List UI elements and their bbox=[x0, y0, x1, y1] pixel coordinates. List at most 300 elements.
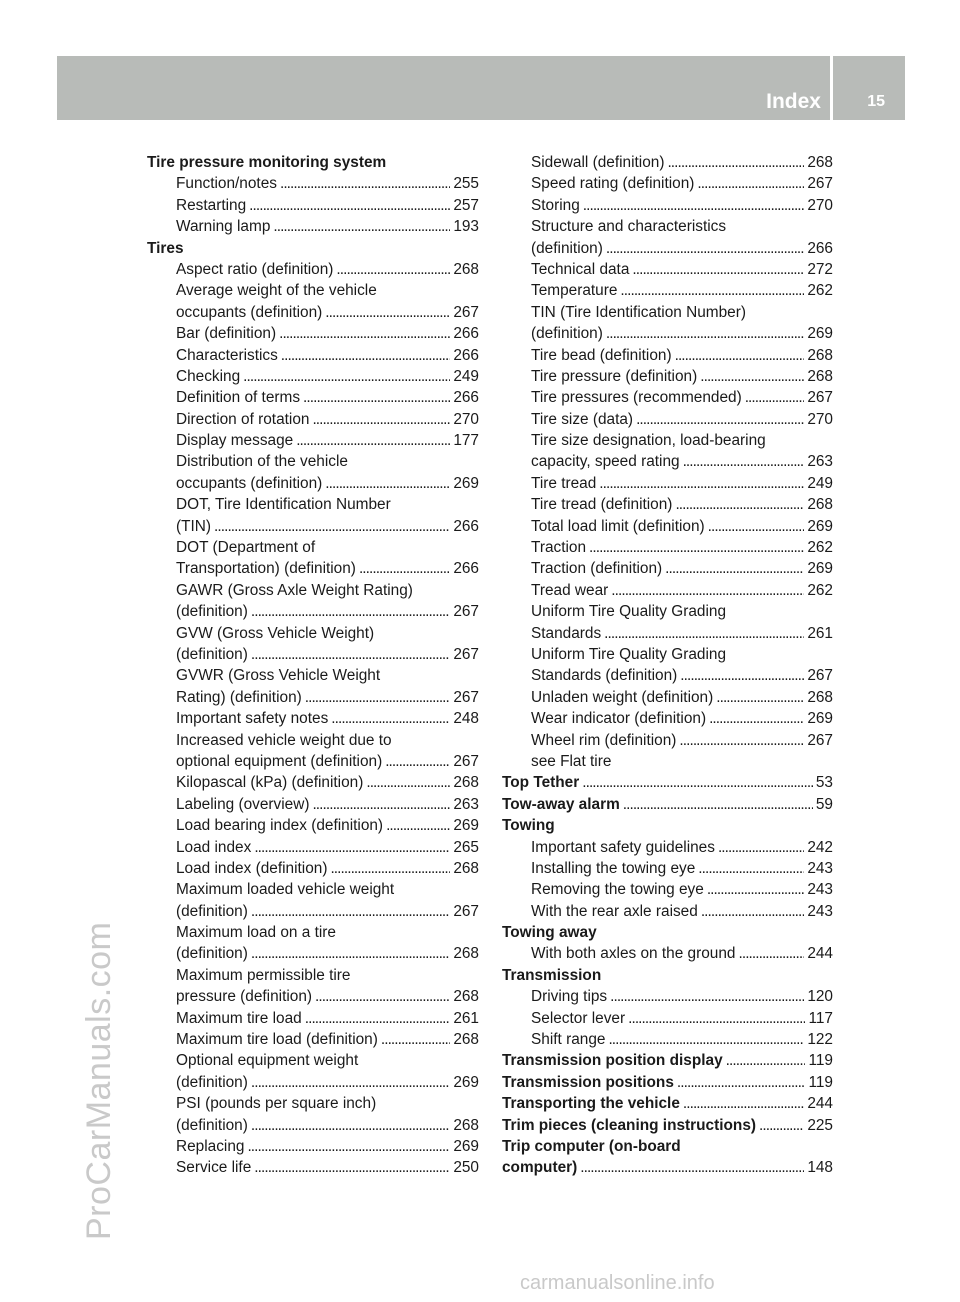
entry-text: Load bearing index (definition) bbox=[176, 817, 384, 835]
entry-text: Maximum load on a tire bbox=[176, 924, 336, 942]
page-ref: 267 bbox=[453, 303, 479, 321]
index-entry bbox=[147, 238, 479, 259]
index-subentry bbox=[147, 965, 479, 986]
page-ref: 177 bbox=[453, 432, 479, 450]
index-subentry bbox=[147, 901, 479, 922]
leader-dots bbox=[628, 1008, 805, 1029]
entry-text: GAWR (Gross Axle Weight Rating) bbox=[176, 581, 413, 599]
entry-text: Trim pieces (cleaning instructions) bbox=[502, 1116, 757, 1134]
entry-text: Rating) (definition) bbox=[176, 688, 302, 706]
page-ref: 269 bbox=[453, 1073, 479, 1091]
entry-text: Important safety guidelines bbox=[531, 838, 715, 856]
entry-text: Characteristics bbox=[176, 346, 278, 364]
leader-dots bbox=[330, 858, 450, 879]
entry-text: occupants (definition) bbox=[176, 303, 323, 321]
index-subentry bbox=[502, 601, 833, 622]
index-subentry bbox=[502, 1008, 833, 1029]
entry-text: Selector lever bbox=[531, 1009, 626, 1027]
page-ref: 269 bbox=[807, 560, 833, 578]
leader-dots bbox=[251, 601, 450, 622]
page-ref: 268 bbox=[453, 945, 479, 963]
leader-dots bbox=[698, 858, 804, 879]
entry-text: (definition) bbox=[176, 1073, 248, 1091]
leader-dots bbox=[583, 195, 805, 216]
page-ref: 59 bbox=[815, 795, 833, 813]
index-subentry bbox=[147, 1008, 479, 1029]
entry-text: Towing bbox=[502, 817, 555, 835]
entry-text: Aspect ratio (definition) bbox=[176, 260, 334, 278]
index-subentry bbox=[502, 152, 833, 173]
leader-dots bbox=[279, 323, 450, 344]
index-subentry bbox=[147, 537, 479, 558]
page-ref: 262 bbox=[807, 282, 833, 300]
index-subentry bbox=[502, 238, 833, 259]
leader-dots bbox=[665, 558, 804, 579]
index-subentry bbox=[502, 687, 833, 708]
index-subentry bbox=[147, 687, 479, 708]
page-ref: 268 bbox=[453, 859, 479, 877]
index-subentry bbox=[147, 195, 479, 216]
index-subentry bbox=[147, 730, 479, 751]
entry-text: Removing the towing eye bbox=[531, 881, 704, 899]
page-ref: 265 bbox=[453, 838, 479, 856]
leader-dots bbox=[701, 901, 805, 922]
entry-text: Towing away bbox=[502, 924, 597, 942]
entry-text: Load index (definition) bbox=[176, 859, 328, 877]
index-subentry bbox=[147, 794, 479, 815]
entry-text: TIN (Tire Identification Number) bbox=[531, 303, 746, 321]
entry-text: Direction of rotation bbox=[176, 410, 310, 428]
index-subentry bbox=[502, 216, 833, 237]
index-subentry bbox=[147, 879, 479, 900]
leader-dots bbox=[336, 259, 450, 280]
leader-dots bbox=[679, 730, 804, 751]
entry-text: Wear indicator (definition) bbox=[531, 710, 707, 728]
index-subentry bbox=[147, 772, 479, 793]
leader-dots bbox=[249, 195, 450, 216]
index-subentry bbox=[502, 280, 833, 301]
leader-dots bbox=[296, 430, 450, 451]
entry-text: Transmission positions bbox=[502, 1073, 674, 1091]
page-ref: 270 bbox=[453, 410, 479, 428]
page-ref: 249 bbox=[453, 367, 479, 385]
index-subentry bbox=[502, 259, 833, 280]
page-ref: 267 bbox=[807, 175, 833, 193]
page-ref: 266 bbox=[453, 389, 479, 407]
leader-dots bbox=[281, 345, 451, 366]
page-ref: 270 bbox=[807, 196, 833, 214]
page-ref: 266 bbox=[453, 346, 479, 364]
index-subentry bbox=[502, 558, 833, 579]
entry-text: Transmission position display bbox=[502, 1052, 723, 1070]
leader-dots bbox=[315, 986, 450, 1007]
page-ref: 267 bbox=[453, 902, 479, 920]
page-ref: 268 bbox=[807, 367, 833, 385]
leader-dots bbox=[620, 280, 804, 301]
page-ref: 243 bbox=[807, 902, 833, 920]
page-ref: 269 bbox=[807, 517, 833, 535]
index-column-right bbox=[502, 152, 833, 1179]
index-subentry bbox=[147, 216, 479, 237]
leader-dots bbox=[700, 366, 804, 387]
entry-text: (definition) bbox=[176, 1116, 248, 1134]
index-subentry bbox=[502, 409, 833, 430]
index-entry bbox=[502, 794, 833, 815]
index-subentry bbox=[147, 751, 479, 772]
entry-text: Shift range bbox=[531, 1031, 606, 1049]
leader-dots bbox=[680, 665, 804, 686]
leader-dots bbox=[381, 1029, 450, 1050]
leader-dots bbox=[632, 259, 804, 280]
leader-dots bbox=[280, 173, 450, 194]
entry-text: Tire bead (definition) bbox=[531, 346, 672, 364]
index-subentry bbox=[147, 708, 479, 729]
leader-dots bbox=[359, 558, 450, 579]
header-divider bbox=[830, 56, 833, 120]
index-subentry bbox=[502, 537, 833, 558]
entry-text: Transporting the vehicle bbox=[502, 1095, 680, 1113]
page-ref: 267 bbox=[453, 603, 479, 621]
index-subentry bbox=[502, 195, 833, 216]
index-subentry bbox=[147, 451, 479, 472]
leader-dots bbox=[606, 238, 804, 259]
leader-dots bbox=[726, 1050, 806, 1071]
leader-dots bbox=[610, 986, 804, 1007]
leader-dots bbox=[675, 345, 805, 366]
page-ref: 262 bbox=[807, 581, 833, 599]
entry-text: Warning lamp bbox=[176, 218, 271, 236]
entry-text: Temperature bbox=[531, 282, 618, 300]
leader-dots bbox=[251, 901, 450, 922]
leader-dots bbox=[606, 323, 804, 344]
page-ref: 268 bbox=[807, 346, 833, 364]
entry-text: (definition) bbox=[176, 603, 248, 621]
index-subentry bbox=[502, 665, 833, 686]
entry-text: Restarting bbox=[176, 196, 247, 214]
entry-text: Tire tread (definition) bbox=[531, 496, 673, 514]
entry-text: Uniform Tire Quality Grading bbox=[531, 603, 727, 621]
entry-text: Optional equipment weight bbox=[176, 1052, 359, 1070]
page-ref: 257 bbox=[453, 196, 479, 214]
entry-text: pressure (definition) bbox=[176, 988, 313, 1006]
page-ref: 268 bbox=[807, 154, 833, 171]
entry-text: Kilopascal (kPa) (definition) bbox=[176, 774, 364, 792]
leader-dots bbox=[589, 537, 804, 558]
leader-dots bbox=[683, 1093, 804, 1114]
leader-dots bbox=[312, 409, 450, 430]
leader-dots bbox=[305, 1008, 451, 1029]
entry-text: With the rear axle raised bbox=[531, 902, 698, 920]
leader-dots bbox=[254, 837, 450, 858]
index-subentry bbox=[502, 623, 833, 644]
index-subentry bbox=[147, 430, 479, 451]
index-subentry bbox=[502, 323, 833, 344]
entry-text: Wheel rim (definition) bbox=[531, 731, 677, 749]
index-subentry bbox=[147, 1136, 479, 1157]
entry-text: occupants (definition) bbox=[176, 474, 323, 492]
index-subentry bbox=[502, 730, 833, 751]
index-subentry bbox=[502, 837, 833, 858]
page-ref: 243 bbox=[807, 859, 833, 877]
leader-dots bbox=[683, 451, 805, 472]
index-subentry bbox=[147, 558, 479, 579]
leader-dots bbox=[247, 1136, 450, 1157]
index-subentry bbox=[502, 580, 833, 601]
index-subentry bbox=[147, 943, 479, 964]
entry-text: Tow-away alarm bbox=[502, 795, 620, 813]
entry-text: Tire tread bbox=[531, 474, 597, 492]
leader-dots bbox=[623, 794, 813, 815]
leader-dots bbox=[608, 1029, 804, 1050]
index-subentry bbox=[147, 922, 479, 943]
index-subentry bbox=[147, 516, 479, 537]
page-ref: 269 bbox=[807, 325, 833, 343]
index-entry bbox=[502, 1072, 833, 1093]
index-subentry bbox=[502, 430, 833, 451]
leader-dots bbox=[325, 473, 450, 494]
leader-dots bbox=[305, 687, 451, 708]
page-ref: 148 bbox=[807, 1159, 833, 1177]
page-ref: 261 bbox=[807, 624, 833, 642]
index-subentry bbox=[147, 1029, 479, 1050]
leader-dots bbox=[636, 409, 804, 430]
page-ref: 262 bbox=[807, 539, 833, 557]
page-ref: 242 bbox=[807, 838, 833, 856]
index-subentry bbox=[147, 345, 479, 366]
page-ref: 268 bbox=[453, 1031, 479, 1049]
page-ref: 117 bbox=[808, 1009, 833, 1027]
entry-text: Tire size (data) bbox=[531, 410, 634, 428]
entry-text: Structure and characteristics bbox=[531, 218, 727, 236]
page-ref: 269 bbox=[453, 817, 479, 835]
page-ref: 268 bbox=[453, 988, 479, 1006]
page-ref: 263 bbox=[453, 795, 479, 813]
index-subentry bbox=[147, 302, 479, 323]
index-subentry bbox=[502, 708, 833, 729]
index-subentry bbox=[147, 815, 479, 836]
index-subentry bbox=[147, 473, 479, 494]
page-ref: 268 bbox=[453, 260, 479, 278]
entry-text: Maximum loaded vehicle weight bbox=[176, 881, 395, 899]
page-ref: 269 bbox=[453, 474, 479, 492]
entry-text: Traction (definition) bbox=[531, 560, 663, 578]
page-ref: 243 bbox=[807, 881, 833, 899]
page-ref: 248 bbox=[453, 710, 479, 728]
index-subentry bbox=[502, 879, 833, 900]
page-ref: 263 bbox=[807, 453, 833, 471]
index-subentry bbox=[147, 665, 479, 686]
entry-text: Maximum tire load bbox=[176, 1009, 302, 1027]
page-number: 15 bbox=[867, 93, 885, 110]
page-ref: 266 bbox=[453, 560, 479, 578]
entry-text: Transmission bbox=[502, 966, 602, 984]
entry-text: (definition) bbox=[531, 325, 603, 343]
page-ref: 261 bbox=[453, 1009, 479, 1027]
page-ref: 272 bbox=[807, 260, 833, 278]
leader-dots bbox=[709, 708, 804, 729]
entry-text: Standards (definition) bbox=[531, 667, 678, 685]
index-subentry bbox=[502, 451, 833, 472]
entry-text: Distribution of the vehicle bbox=[176, 453, 348, 471]
entry-text: Tire pressure monitoring system bbox=[147, 154, 387, 171]
leader-dots bbox=[303, 387, 450, 408]
index-subentry bbox=[502, 858, 833, 879]
page-ref: 120 bbox=[807, 988, 833, 1006]
index-subentry bbox=[502, 644, 833, 665]
leader-dots bbox=[611, 580, 804, 601]
entry-text: Total load limit (definition) bbox=[531, 517, 705, 535]
index-entry bbox=[147, 152, 479, 173]
entry-text: Transportation) (definition) bbox=[176, 560, 356, 578]
entry-text: Labeling (overview) bbox=[176, 795, 310, 813]
page-ref: 53 bbox=[815, 774, 833, 792]
entry-text: Uniform Tire Quality Grading bbox=[531, 645, 727, 663]
leader-dots bbox=[759, 1115, 804, 1136]
page-ref: 244 bbox=[807, 945, 833, 963]
leader-dots bbox=[580, 1157, 804, 1178]
leader-dots bbox=[708, 516, 805, 537]
entry-text: With both axles on the ground bbox=[531, 945, 736, 963]
index-subentry bbox=[147, 1115, 479, 1136]
leader-dots bbox=[386, 815, 450, 836]
page-ref: 266 bbox=[453, 517, 479, 535]
index-subentry bbox=[502, 473, 833, 494]
leader-dots bbox=[325, 302, 450, 323]
leader-dots bbox=[675, 494, 804, 515]
page-ref: 266 bbox=[807, 239, 833, 257]
index-subentry bbox=[502, 366, 833, 387]
leader-dots bbox=[718, 837, 804, 858]
leader-dots bbox=[667, 152, 804, 173]
page-ref: 250 bbox=[453, 1159, 479, 1177]
leader-dots bbox=[707, 879, 804, 900]
entry-text: Tire pressure (definition) bbox=[531, 367, 698, 385]
index-subentry bbox=[147, 494, 479, 515]
leader-dots bbox=[385, 751, 450, 772]
index-subentry bbox=[502, 986, 833, 1007]
leader-dots bbox=[697, 173, 804, 194]
entry-text: Tread wear bbox=[531, 581, 609, 599]
index-subentry bbox=[147, 644, 479, 665]
leader-dots bbox=[366, 772, 450, 793]
entry-text: PSI (pounds per square inch) bbox=[176, 1095, 377, 1113]
page-ref: 267 bbox=[807, 389, 833, 407]
index-subentry bbox=[502, 173, 833, 194]
leader-dots bbox=[599, 473, 804, 494]
index-subentry bbox=[147, 1050, 479, 1071]
index-subentry bbox=[147, 858, 479, 879]
index-subentry bbox=[147, 259, 479, 280]
leader-dots bbox=[273, 216, 450, 237]
index-column-left bbox=[147, 152, 479, 1179]
entry-text: GVW (Gross Vehicle Weight) bbox=[176, 624, 375, 642]
index-entry bbox=[502, 815, 833, 836]
page-ref: 267 bbox=[453, 688, 479, 706]
leader-dots bbox=[604, 623, 804, 644]
index-subentry bbox=[502, 345, 833, 366]
index-subentry bbox=[147, 323, 479, 344]
entry-text: Installing the towing eye bbox=[531, 859, 696, 877]
entry-text: Technical data bbox=[531, 260, 630, 278]
entry-text: Tire pressures (recommended) bbox=[531, 389, 742, 407]
page-ref: 267 bbox=[453, 645, 479, 663]
entry-text: Definition of terms bbox=[176, 389, 301, 407]
index-entry bbox=[502, 1136, 833, 1157]
leader-dots bbox=[251, 943, 450, 964]
index-entry bbox=[502, 1050, 833, 1071]
entry-text: optional equipment (definition) bbox=[176, 752, 383, 770]
entry-text: Standards bbox=[531, 624, 602, 642]
index-entry bbox=[502, 1157, 833, 1178]
leader-dots bbox=[331, 708, 450, 729]
entry-text: Storing bbox=[531, 196, 580, 214]
entry-text: Sidewall (definition) bbox=[531, 154, 665, 171]
leader-dots bbox=[251, 644, 450, 665]
page-ref: 255 bbox=[453, 175, 479, 193]
index-subentry bbox=[147, 1157, 479, 1178]
entry-text: Speed rating (definition) bbox=[531, 175, 695, 193]
page-ref: 268 bbox=[807, 496, 833, 514]
entry-text: Driving tips bbox=[531, 988, 608, 1006]
entry-text: capacity, speed rating bbox=[531, 453, 680, 471]
index-subentry bbox=[502, 943, 833, 964]
entry-text: Tire size designation, load-bearing bbox=[531, 432, 766, 450]
entry-text: Display message bbox=[176, 432, 294, 450]
index-subentry bbox=[147, 601, 479, 622]
index-subentry bbox=[147, 173, 479, 194]
entry-text: Maximum permissible tire bbox=[176, 966, 351, 984]
leader-dots bbox=[716, 687, 804, 708]
entry-text: Unladen weight (definition) bbox=[531, 688, 714, 706]
entry-text: Traction bbox=[531, 539, 587, 557]
page-ref: 244 bbox=[807, 1095, 833, 1113]
index-entry bbox=[502, 1115, 833, 1136]
section-title: Index bbox=[766, 90, 821, 113]
index-entry bbox=[502, 772, 833, 793]
entry-text: Trip computer (on-board bbox=[502, 1137, 681, 1155]
index-subentry bbox=[502, 1029, 833, 1050]
page-ref: 267 bbox=[453, 752, 479, 770]
entry-text: see Flat tire bbox=[531, 752, 612, 770]
leader-dots bbox=[243, 366, 450, 387]
index-subentry bbox=[147, 280, 479, 301]
leader-dots bbox=[251, 1115, 450, 1136]
leader-dots bbox=[312, 794, 450, 815]
index-entry bbox=[502, 922, 833, 943]
page-ref: 270 bbox=[807, 410, 833, 428]
page-ref: 193 bbox=[453, 218, 479, 236]
index-subentry bbox=[147, 580, 479, 601]
entry-text: Function/notes bbox=[176, 175, 277, 193]
page-ref: 267 bbox=[807, 667, 833, 685]
entry-text: computer) bbox=[502, 1159, 578, 1177]
index-subentry bbox=[147, 986, 479, 1007]
entry-text: Load index bbox=[176, 838, 252, 856]
entry-text: DOT, Tire Identification Number bbox=[176, 496, 391, 514]
leader-dots bbox=[582, 772, 813, 793]
side-watermark: ProCarManuals.com bbox=[80, 921, 118, 1240]
page-ref: 269 bbox=[453, 1137, 479, 1155]
entry-text: Top Tether bbox=[502, 774, 580, 792]
index-subentry bbox=[502, 516, 833, 537]
page-ref: 122 bbox=[807, 1031, 833, 1049]
page-ref: 225 bbox=[807, 1116, 833, 1134]
index-subentry bbox=[502, 494, 833, 515]
entry-text: (TIN) bbox=[176, 517, 212, 535]
entry-text: DOT (Department of bbox=[176, 539, 316, 557]
entry-text: Service life bbox=[176, 1159, 252, 1177]
entry-text: Average weight of the vehicle bbox=[176, 282, 377, 300]
